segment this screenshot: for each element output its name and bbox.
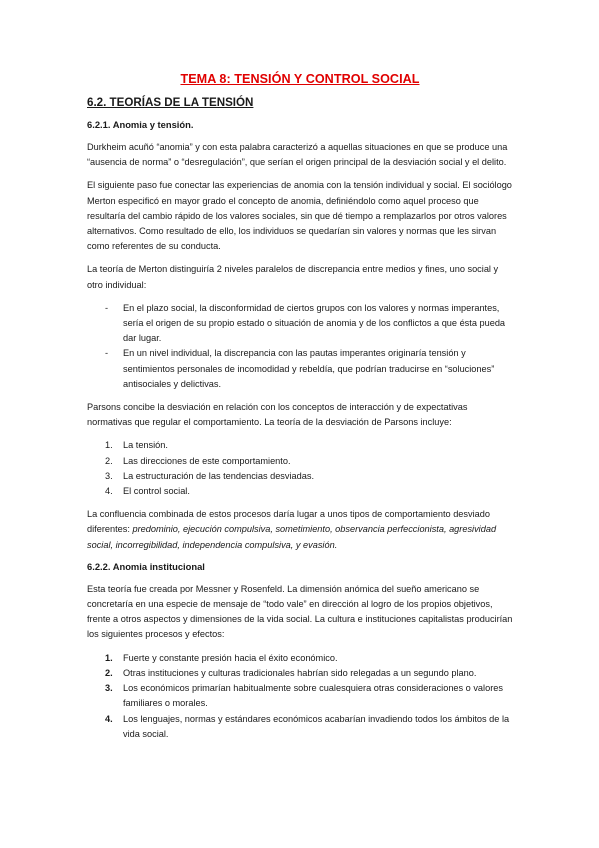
paragraph-parsons: Parsons concibe la desviación en relación con los conceptos de interacción y de expectativas normativas que regular el comportamiento. La teoría de la desviación de Parsons incluye: (87, 402, 468, 428)
list-item (87, 301, 513, 347)
list-item (87, 712, 513, 742)
list-item-text: Otras instituciones y culturas tradicionales habrían sido relegadas a un segundo plano. (123, 667, 477, 678)
list-item-text: El control social. (123, 486, 190, 497)
merton-levels-list (87, 301, 513, 392)
list-item-text: Las direcciones de este comportamiento. (123, 455, 291, 466)
list-item (87, 438, 513, 453)
list-item (87, 454, 513, 469)
list-bullet: - (105, 302, 109, 313)
list-marker: 4. (105, 713, 113, 724)
section-heading-6-2: 6.2. TEORÍAS DE LA TENSIÓN (87, 96, 254, 109)
paragraph-durkheim: Durkheim acuñó “anomia” y con esta palabra caracterizó a aquellas situaciones en que se produce una “ausencia de norma” o “desregulación”, que serían el origen principal de la desviación social y el delito. (87, 142, 508, 168)
list-item-text: Los económicos primarían habitualmente sobre cualesquiera otras consideraciones o valores familiares o morales. (123, 683, 503, 709)
list-item (87, 651, 513, 666)
list-bullet: - (105, 348, 109, 359)
subsection-heading-6-2-1: 6.2.1. Anomia y tensión. (87, 119, 194, 130)
subsection-heading-6-2-2: 6.2.2. Anomia institucional (87, 560, 205, 572)
deviant-types-list: predominio, ejecución compulsiva, sometimiento, observancia perfeccionista, agresividad social, incorregibilidad, independencia compulsiva, y evasión. (87, 524, 497, 550)
list-item (87, 484, 513, 499)
list-item-text: La estructuración de las tendencias desviadas. (123, 470, 315, 481)
list-item-text: En un nivel individual, la discrepancia con las pautas imperantes originaría tensión y sentimientos personales de incomodidad y rebeldía, que podrían traducirse en “soluciones” antisociales y delictivas. (123, 348, 495, 389)
list-marker: 2. (105, 455, 113, 466)
list-marker: 1. (105, 440, 113, 451)
list-item-text: Fuerte y constante presión hacia el éxito económico. (123, 652, 338, 663)
list-item (87, 469, 513, 484)
list-item-text: Los lenguajes, normas y estándares económicos acabarían invadiendo todos los ámbitos de la vida social. (123, 713, 510, 739)
document-title: TEMA 8: TENSIÓN Y CONTROL SOCIAL (180, 72, 420, 86)
list-marker: 3. (105, 470, 113, 481)
list-marker: 4. (105, 486, 113, 497)
list-marker: 1. (105, 652, 113, 663)
list-item (87, 346, 513, 392)
capitalist-effects-list (87, 651, 513, 742)
list-item-text: La tensión. (123, 440, 168, 451)
list-item (87, 681, 513, 711)
list-item-text: En el plazo social, la disconformidad de ciertos grupos con los valores y normas imperantes, sería el origen de su propio estado o situación de anomia y de los conflictos a que ésta pueda dar lugar. (123, 302, 506, 344)
paragraph-merton-levels: La teoría de Merton distinguiría 2 niveles paralelos de discrepancia entre medios y fines, uno social y otro individual: (87, 264, 499, 290)
list-marker: 3. (105, 683, 113, 694)
paragraph-merton: El siguiente paso fue conectar las experiencias de anomia con la tensión individual y social. El sociólogo Merton especificó en mayor grado el concepto de anomia, definiéndolo como aquel proceso que resultaría del cambio rápido de los valores sociales, sin que dé tiempo a remplazarlos por otros valores alternativos. Como resultado de ello, los individuos se quedarían sin valores y normas que les sirvan como referentes de su conducta. (87, 180, 512, 252)
list-item (87, 666, 513, 681)
paragraph-deviant-types (87, 507, 513, 553)
parsons-list (87, 438, 513, 499)
list-marker: 2. (105, 667, 113, 678)
deviant-types-lead: La confluencia combinada de estos procesos daría lugar a unos tipos de comportamiento desviado diferentes: (87, 509, 490, 535)
paragraph-messner-rosenfeld: Esta teoría fue creada por Messner y Rosenfeld. La dimensión anómica del sueño americano se concretaría en una especie de mensaje de “todo vale” en dirección al logro de los propios objetivos, frente a otros aspectos y dimensiones de la vida social. La cultura e instituciones capitalistas producirían los siguientes procesos y efectos: (87, 583, 513, 640)
